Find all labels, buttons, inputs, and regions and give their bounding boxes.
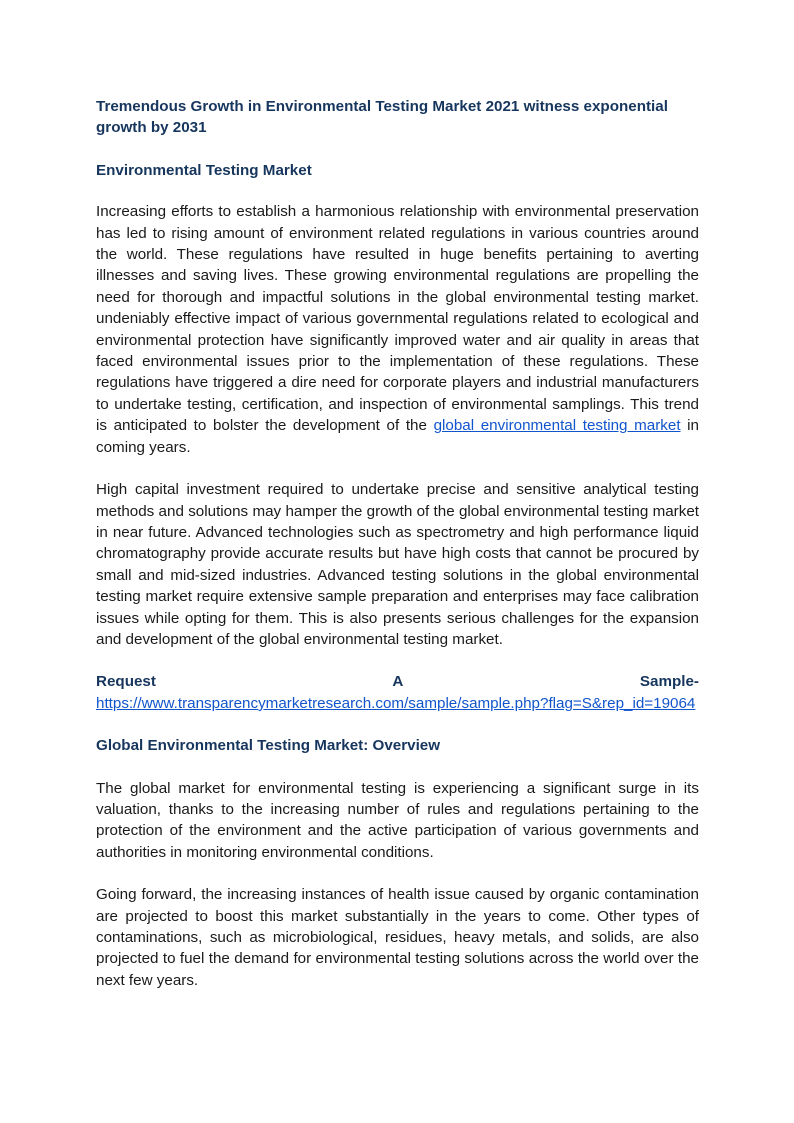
request-sample-label: [96, 671, 699, 692]
paragraph-intro-text: Increasing efforts to establish a harmonious relationship with environmental preservation has led to rising amount of environment related regulations in various countries around the world. These regulations have resulted in huge benefits pertaining to averting illnesses and saving lives. These growing environmental regulations are propelling the need for thorough and impactful solutions in the global environmental testing market. undeniably effective impact of various governmental regulations related to ecological and environmental protection have significantly improved water and air quality in areas that faced environmental issues prior to the implementation of these regulations. These regulations have triggered a dire need for corporate players and industrial manufacturers to undertake testing, certification, and inspection of environmental samplings. This trend is anticipated to bolster the development of the: [96, 203, 699, 435]
paragraph-intro-tail: in coming years.: [96, 417, 699, 456]
request-word-1: Request: [96, 673, 156, 691]
paragraph-outlook: Going forward, the increasing instances of health issue caused by organic contamination are projected to boost this market substantially in the years to come. Other types of contaminations, such as microbiological, residues, heavy metals, and solids, are also projected to fuel the demand for environmental testing solutions across the world over the next few years.: [96, 886, 699, 989]
market-link[interactable]: global environmental testing market: [433, 417, 681, 435]
request-sample-url: [96, 693, 699, 714]
request-word-3: Sample-: [639, 673, 699, 691]
overview-heading: Global Environmental Testing Market: Overview: [96, 737, 441, 755]
paragraph-intro: [96, 201, 699, 458]
document-title: Tremendous Growth in Environmental Testing Market 2021 witness exponential growth by 2031: [96, 98, 668, 137]
paragraph-overview: The global market for environmental testing is experiencing a significant surge in its valuation, thanks to the increasing number of rules and regulations pertaining to the protection of the environment and the active participation of various governments and authorities in monitoring environmental conditions.: [96, 779, 699, 861]
document-page: [96, 96, 699, 991]
request-word-2: A: [392, 673, 404, 691]
section-heading: Environmental Testing Market: [96, 161, 312, 179]
paragraph-challenges: High capital investment required to undertake precise and sensitive analytical testing methods and solutions may hamper the growth of the global environmental testing market in near future. Advanced technologies such as spectrometry and high performance liquid chromatography provide accurate results but have high costs that cannot be procured by small and mid-sized industries. Advanced testing solutions in the global environmental testing market require extensive sample preparation and enterprises may face calibration issues while opting for them. This is also presents serious challenges for the expansion and development of the global environmental testing market.: [96, 481, 699, 648]
sample-link[interactable]: https://www.transparencymarketresearch.com/sample/sample.php?flag=S&rep_id=19064: [96, 694, 696, 712]
